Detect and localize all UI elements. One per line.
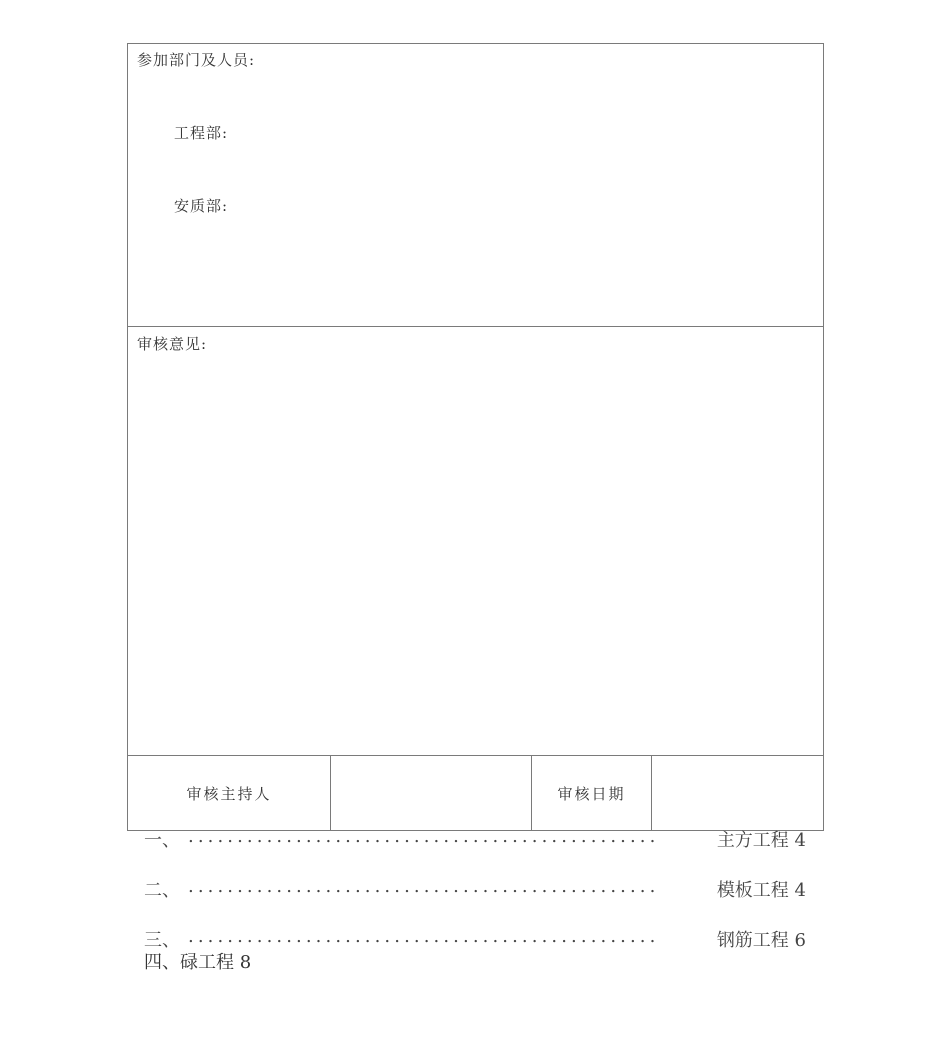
toc-entry-page: 4 (794, 830, 806, 851)
toc-entry-number: 二、 (144, 880, 180, 901)
toc-entry-number: 一、 (144, 830, 180, 851)
toc-entry[interactable] (144, 876, 806, 900)
toc-entry-title: 主方工程 4 (716, 830, 806, 851)
toc-entry-page: 6 (794, 930, 806, 951)
review-form-table (127, 43, 824, 831)
row-divider (128, 326, 823, 327)
date-label: 审核日期 (557, 784, 626, 803)
toc-entry-plain[interactable]: 四、碌工程 8 (144, 952, 252, 973)
toc-entry[interactable] (144, 826, 806, 850)
engineering-dept-label: 工程部: (174, 124, 229, 142)
host-label: 审核主持人 (186, 784, 272, 803)
toc-entry-title: 钢筋工程 6 (716, 930, 806, 951)
toc-entry-leader: ................................................ (188, 826, 660, 847)
toc-entry-number: 三、 (144, 930, 180, 951)
toc-entry-page: 4 (794, 880, 806, 901)
host-value-cell[interactable] (331, 755, 531, 831)
toc-entry-title: 模板工程 4 (716, 880, 806, 901)
toc-entry[interactable] (144, 926, 806, 950)
toc-entry-leader: ................................................ (188, 926, 660, 947)
safety-dept-label: 安质部: (174, 197, 229, 215)
review-opinion-label: 审核意见: (137, 335, 208, 353)
date-value-cell[interactable] (652, 755, 823, 831)
participants-label: 参加部门及人员: (137, 51, 256, 69)
toc-entry-leader: ................................................ (188, 876, 660, 897)
